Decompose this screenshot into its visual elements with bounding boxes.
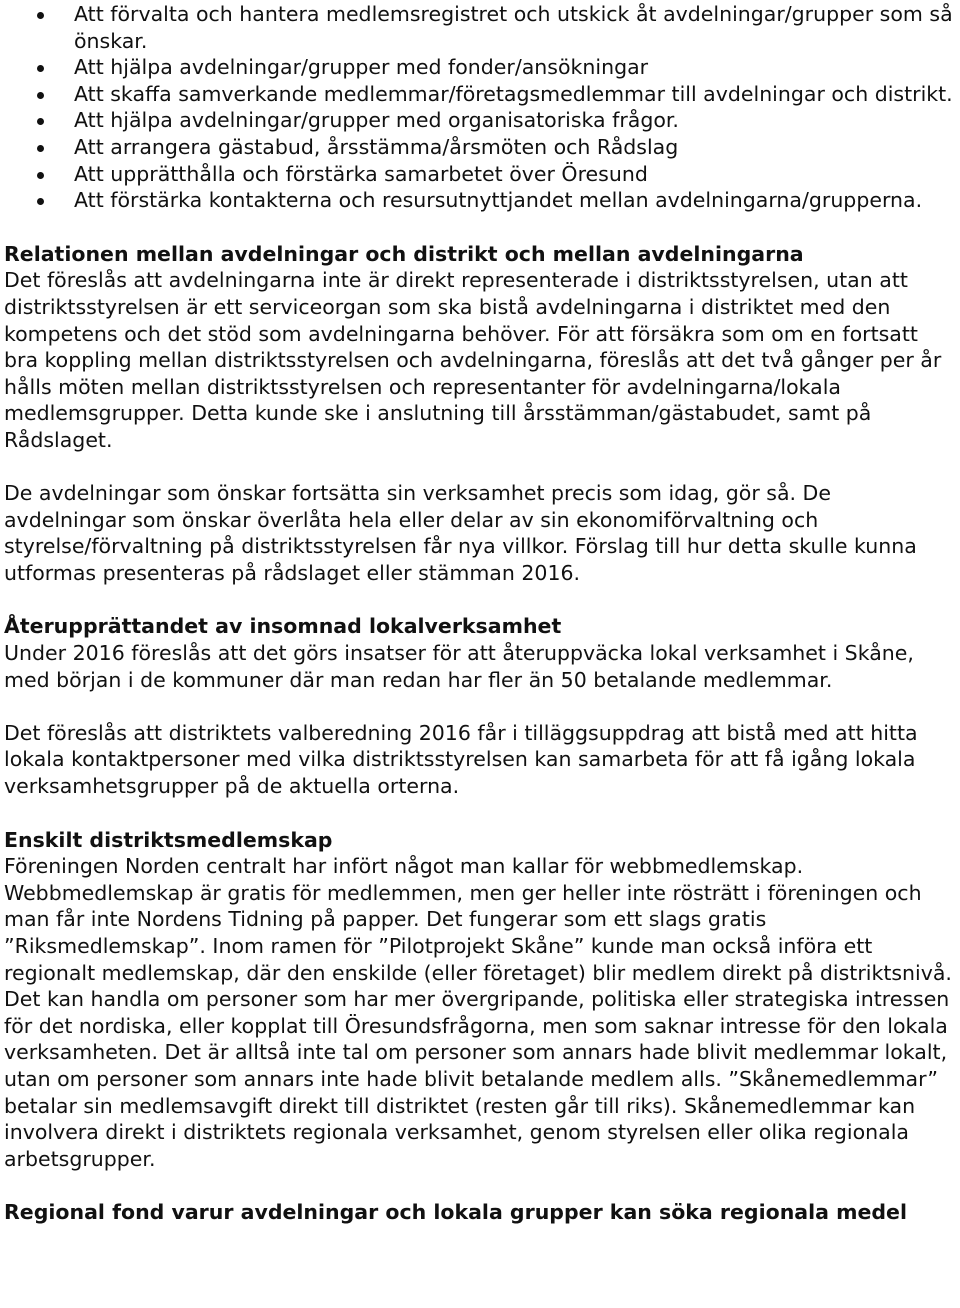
bullet-icon <box>37 145 44 152</box>
list-item <box>4 54 954 81</box>
list-item <box>4 187 954 214</box>
document-page <box>4 0 954 1226</box>
bullet-icon <box>37 92 44 99</box>
section-heading-membership: Enskilt distriktsmedlemskap <box>4 827 333 852</box>
list-item <box>4 81 954 108</box>
paragraph: Det föreslås att distriktets valberedning 2016 får i tilläggsuppdrag att bistå med att hitta lokala kontaktpersoner med vilka distriktsstyrelsen kan samarbeta för att få igång lokala verksamhetsgrupper på de aktuella orterna. <box>4 720 918 799</box>
section-revival <box>4 613 954 799</box>
list-item-text: Att hjälpa avdelningar/grupper med fonder/ansökningar <box>74 55 649 80</box>
bullet-icon <box>37 65 44 72</box>
list-item-text: Att skaffa samverkande medlemmar/företagsmedlemmar till avdelningar och distrikt. <box>74 81 953 106</box>
list-item <box>4 134 954 161</box>
list-item <box>4 1 954 54</box>
list-item <box>4 107 954 134</box>
section-relations <box>4 241 954 587</box>
paragraph: Föreningen Norden centralt har infört något man kallar för webbmedlemskap. Webbmedlemskap är gratis för medlemmen, men ger heller inte rösträtt i föreningen och man får inte Nordens Tidning på papper. Det fungerar som ett slags gratis ”Riksmedlemskap”. Inom ramen för ”Pilotprojekt Skåne” kunde man också införa ett regionalt medlemskap, där den enskilde (eller företaget) blir medlem direkt på distriktsnivå. Det kan handla om personer som har mer övergripande, politiska eller strategiska intressen för det nordiska, eller kopplat till Öresundsfrågorna, men som saknar intresse för den lokala verksamheten. Det är alltså inte tal om personer som annars hade blivit medlemmar lokalt, utan om personer som annars inte hade blivit betalande medlem alls. ”Skånemedlemmar” betalar sin medlemsavgift direkt till distriktet (resten går till riks). Skånemedlemmar kan involvera direkt i distriktets regionala verksamhet, genom styrelsen eller olika regionala arbetsgrupper. <box>4 854 952 1171</box>
section-fund <box>4 1199 954 1226</box>
list-item-text: Att förvalta och hantera medlemsregistret och utskick åt avdelningar/grupper som så önskar. <box>74 2 953 53</box>
section-membership <box>4 827 954 1173</box>
section-heading-relations: Relationen mellan avdelningar och distrikt och mellan avdelningarna <box>4 241 804 266</box>
bullet-icon <box>37 12 44 19</box>
bullet-icon <box>37 172 44 179</box>
list-item-text: Att hjälpa avdelningar/grupper med organisatoriska frågor. <box>74 108 679 133</box>
paragraph: Det föreslås att avdelningarna inte är direkt representerade i distriktsstyrelsen, utan att distriktsstyrelsen är ett serviceorgan som ska bistå avdelningarna i distriktet med den kompetens och det stöd som avdelningarna behöver. För att försäkra som om en fortsatt bra koppling mellan distriktsstyrelsen och avdelningarna, föreslås att det två gånger per år hålls möten mellan distriktsstyrelsen och representanter för avdelningarna/lokala medlemsgrupper. Detta kunde ske i anslutning till årsstämman/gästabudet, samt på Rådslaget. <box>4 268 942 452</box>
section-heading-fund: Regional fond varur avdelningar och lokala grupper kan söka regionala medel <box>4 1200 907 1225</box>
bullet-icon <box>37 198 44 205</box>
list-item-text: Att upprätthålla och förstärka samarbetet över Öresund <box>74 161 648 186</box>
list-item-text: Att arrangera gästabud, årsstämma/årsmöten och Rådslag <box>74 134 679 159</box>
bullet-icon <box>37 118 44 125</box>
list-item-text: Att förstärka kontakterna och resursutnyttjandet mellan avdelningarna/grupperna. <box>74 188 923 213</box>
paragraph: Under 2016 föreslås att det görs insatser för att återuppväcka lokal verksamhet i Skåne, med början i de kommuner där man redan har fler än 50 betalande medlemmar. <box>4 641 914 692</box>
task-bullet-list <box>4 0 954 214</box>
section-heading-revival: Återupprättandet av insomnad lokalverksamhet <box>4 614 562 639</box>
list-item <box>4 161 954 188</box>
paragraph: De avdelningar som önskar fortsätta sin verksamhet precis som idag, gör så. De avdelningar som önskar överlåta hela eller delar av sin ekonomiförvaltning och styrelse/förvaltning på distriktsstyrelsen får nya villkor. Förslag till hur detta skulle kunna utformas presenteras på rådslaget eller stämman 2016. <box>4 481 917 585</box>
